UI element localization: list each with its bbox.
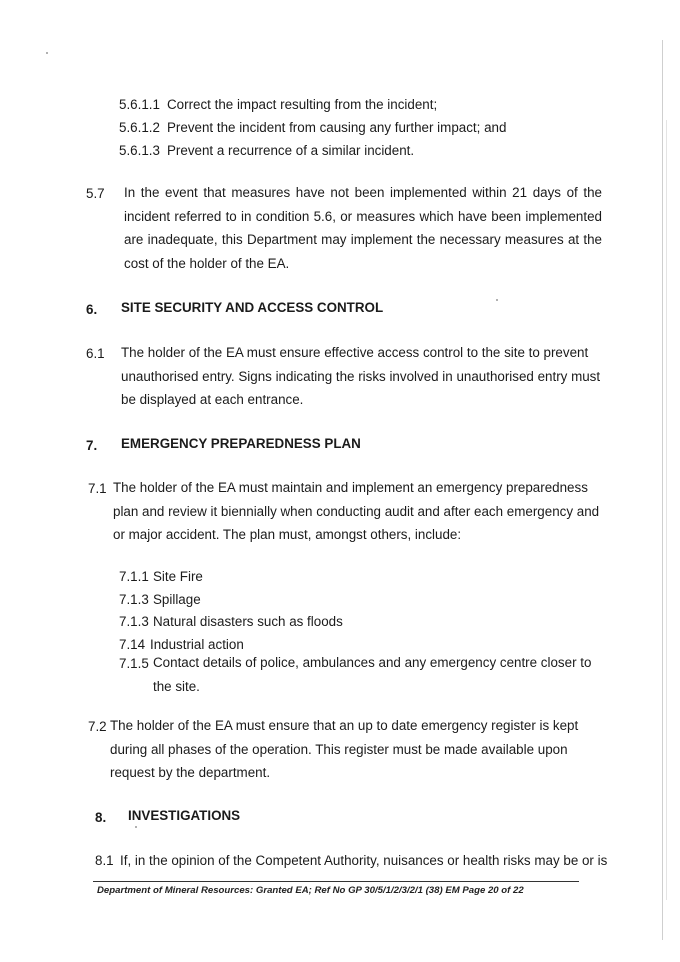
page-footer: Department of Mineral Resources: Granted EA; Ref No GP 30/5/1/2/3/2/1 (38) EM Page 20 of 22 [97, 885, 524, 896]
section-number-7: 7. [86, 438, 98, 453]
scan-edge-shadow-inner [666, 120, 667, 900]
clause-text-5-7: In the event that measures have not been implemented within 21 days of the incident referred to in condition 5.6, or measures which have been implemented are inadequate, this Department may implement the necessary measures at the cost of the holder of the EA. [124, 185, 602, 271]
clause-number-7-1: 7.1 [88, 481, 107, 496]
subitem-text: Prevent a recurrence of a similar incident. [167, 143, 415, 158]
clause-text-6-1 [121, 341, 601, 412]
scan-speck [46, 52, 48, 54]
clause-text-7-1: The holder of the EA must maintain and implement an emergency preparedness plan and review it biennially when conducting audit and after each emergency and or major accident. The plan must, amongst others, include: [113, 480, 600, 542]
section-title-6: SITE SECURITY AND ACCESS CONTROL [121, 300, 384, 315]
clause-number-5-7: 5.7 [86, 186, 105, 201]
list-item-text-content: Contact details of police, ambulances and any emergency centre closer to the site. [153, 655, 592, 694]
list-item-number: 7.14 [119, 637, 146, 652]
subitem-text: Prevent the incident from causing any further impact; and [167, 120, 507, 135]
list-item-number: 7.1.1 [119, 569, 149, 584]
clause-text-6-1-content: The holder of the EA must ensure effective access control to the site to prevent unauthorised entry. Signs indicating the risks involved in unauthorised entry must be displayed at each entrance. [121, 345, 601, 407]
scan-edge-shadow [662, 40, 663, 940]
subitem-number: 5.6.1.1 [119, 97, 160, 112]
list-item-number: 7.1.3 [119, 592, 149, 607]
list-item-text [153, 651, 605, 698]
list-item-text: Spillage [153, 592, 201, 607]
clause-number-8-1: 8.1 [95, 853, 114, 868]
list-item-number: 7.1.3 [119, 614, 149, 629]
scan-speck [496, 299, 498, 301]
section-title-7: EMERGENCY PREPAREDNESS PLAN [121, 436, 361, 451]
subitem-text: Correct the impact resulting from the incident; [167, 97, 438, 112]
footer-rule [93, 881, 579, 882]
scan-speck [135, 826, 137, 828]
clause-number-6-1: 6.1 [86, 346, 105, 361]
list-item-text: Natural disasters such as floods [153, 614, 343, 629]
clause-text-8-1: If, in the opinion of the Competent Authority, nuisances or health risks may be or is [120, 853, 608, 868]
section-number-8: 8. [95, 810, 107, 825]
list-item-text: Industrial action [150, 637, 244, 652]
subitem-number: 5.6.1.3 [119, 143, 160, 158]
subitem-number: 5.6.1.2 [119, 120, 160, 135]
clause-text-7-2: The holder of the EA must ensure that an up to date emergency register is kept during all phases of the operation. This register must be made available upon request by the department. [110, 718, 579, 780]
list-item-number: 7.1.5 [119, 656, 149, 671]
clause-number-7-2: 7.2 [88, 719, 107, 734]
section-title-8: INVESTIGATIONS [128, 808, 241, 823]
section-number-6: 6. [86, 302, 98, 317]
list-item-text: Site Fire [153, 569, 203, 584]
